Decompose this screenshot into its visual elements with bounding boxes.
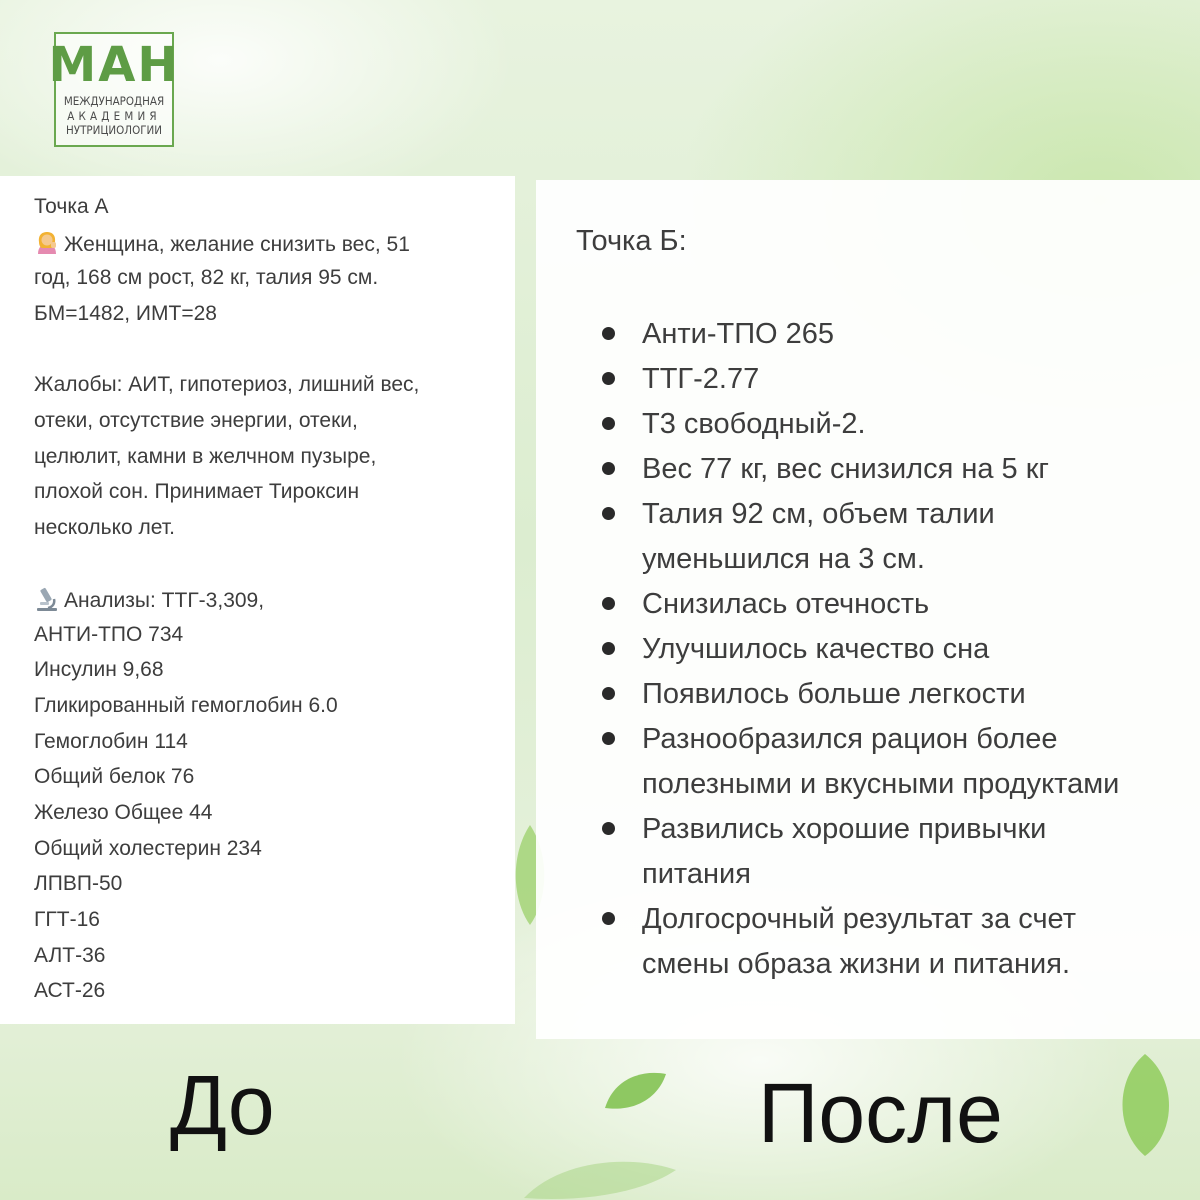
before-line: несколько лет. bbox=[34, 516, 175, 539]
before-line: ГГТ-16 bbox=[34, 908, 100, 931]
after-item: Улучшилось качество сна bbox=[642, 633, 990, 665]
logo-mark: МАН bbox=[48, 37, 180, 93]
after-item: Т3 свободный-2. bbox=[642, 408, 866, 440]
woman-emoji-icon bbox=[34, 230, 60, 256]
before-line bbox=[34, 586, 264, 614]
before-line: год, 168 см рост, 82 кг, талия 95 см. bbox=[34, 266, 379, 289]
before-line: Гемоглобин 114 bbox=[34, 730, 188, 753]
leaf-decoration bbox=[1110, 1050, 1180, 1160]
after-item-continuation: смены образа жизни и питания. bbox=[642, 948, 1071, 980]
before-line: АСТ-26 bbox=[34, 979, 106, 1002]
after-item: ТТГ-2.77 bbox=[642, 363, 760, 395]
bullet-icon bbox=[602, 327, 615, 340]
logo-line: НУТРИЦИОЛОГИИ bbox=[65, 123, 162, 137]
before-line: Общий белок 76 bbox=[34, 765, 195, 788]
after-title: Точка Б: bbox=[576, 225, 687, 257]
before-line: АЛТ-36 bbox=[34, 944, 106, 967]
before-card bbox=[0, 176, 515, 1024]
before-line: целюлит, камни в желчном пузыре, bbox=[34, 445, 377, 468]
after-item-continuation: питания bbox=[642, 858, 751, 890]
after-item: Анти-ТПО 265 bbox=[642, 318, 835, 350]
bullet-icon bbox=[602, 732, 615, 745]
before-label: До bbox=[170, 1058, 275, 1152]
before-line: АНТИ-ТПО 734 bbox=[34, 623, 184, 646]
after-card bbox=[536, 180, 1200, 1039]
before-text: Женщина, желание снизить вес, 51 bbox=[64, 233, 410, 256]
after-item-continuation: полезными и вкусными продуктами bbox=[642, 768, 1120, 800]
before-line: Общий холестерин 234 bbox=[34, 837, 262, 860]
bullet-icon bbox=[602, 642, 615, 655]
before-line: Железо Общее 44 bbox=[34, 801, 213, 824]
before-line bbox=[34, 230, 410, 258]
before-line: Точка А bbox=[34, 195, 109, 218]
logo-line: АКАДЕМИЯ bbox=[67, 108, 161, 123]
before-line: Жалобы: АИТ, гипотериоз, лишний вес, bbox=[34, 373, 420, 396]
bullet-icon bbox=[602, 912, 615, 925]
after-item: Талия 92 см, объем талии bbox=[642, 498, 995, 530]
bullet-icon bbox=[602, 372, 615, 385]
before-line: ЛПВП-50 bbox=[34, 872, 123, 895]
bullet-icon bbox=[602, 417, 615, 430]
after-label: После bbox=[758, 1066, 1003, 1160]
after-item: Разнообразился рацион более bbox=[642, 723, 1058, 755]
before-line: Гликированный гемоглобин 6.0 bbox=[34, 694, 338, 717]
after-item: Долгосрочный результат за счет bbox=[642, 903, 1077, 935]
bullet-icon bbox=[602, 687, 615, 700]
before-text: Анализы: ТТГ-3,309, bbox=[64, 589, 265, 612]
logo-line: МЕЖДУНАРОДНАЯ bbox=[63, 94, 165, 108]
leaf-decoration bbox=[520, 1150, 680, 1200]
after-item: Появилось больше легкости bbox=[642, 678, 1026, 710]
leaf-decoration bbox=[600, 1068, 670, 1113]
before-line: Инсулин 9,68 bbox=[34, 658, 164, 681]
after-item: Развились хорошие привычки bbox=[642, 813, 1047, 845]
bullet-icon bbox=[602, 822, 615, 835]
bullet-icon bbox=[602, 462, 615, 475]
logo-subtitle bbox=[59, 94, 169, 138]
before-line: плохой сон. Принимает Тироксин bbox=[34, 480, 360, 503]
bullet-icon bbox=[602, 597, 615, 610]
after-item: Вес 77 кг, вес снизился на 5 кг bbox=[642, 453, 1049, 485]
after-item-continuation: уменьшился на 3 см. bbox=[642, 543, 925, 575]
logo bbox=[48, 32, 180, 147]
microscope-emoji-icon bbox=[34, 586, 60, 612]
bullet-icon bbox=[602, 507, 615, 520]
before-line: отеки, отсутствие энергии, отеки, bbox=[34, 409, 358, 432]
before-line: БМ=1482, ИМТ=28 bbox=[34, 302, 217, 325]
after-item: Снизилась отечность bbox=[642, 588, 930, 620]
